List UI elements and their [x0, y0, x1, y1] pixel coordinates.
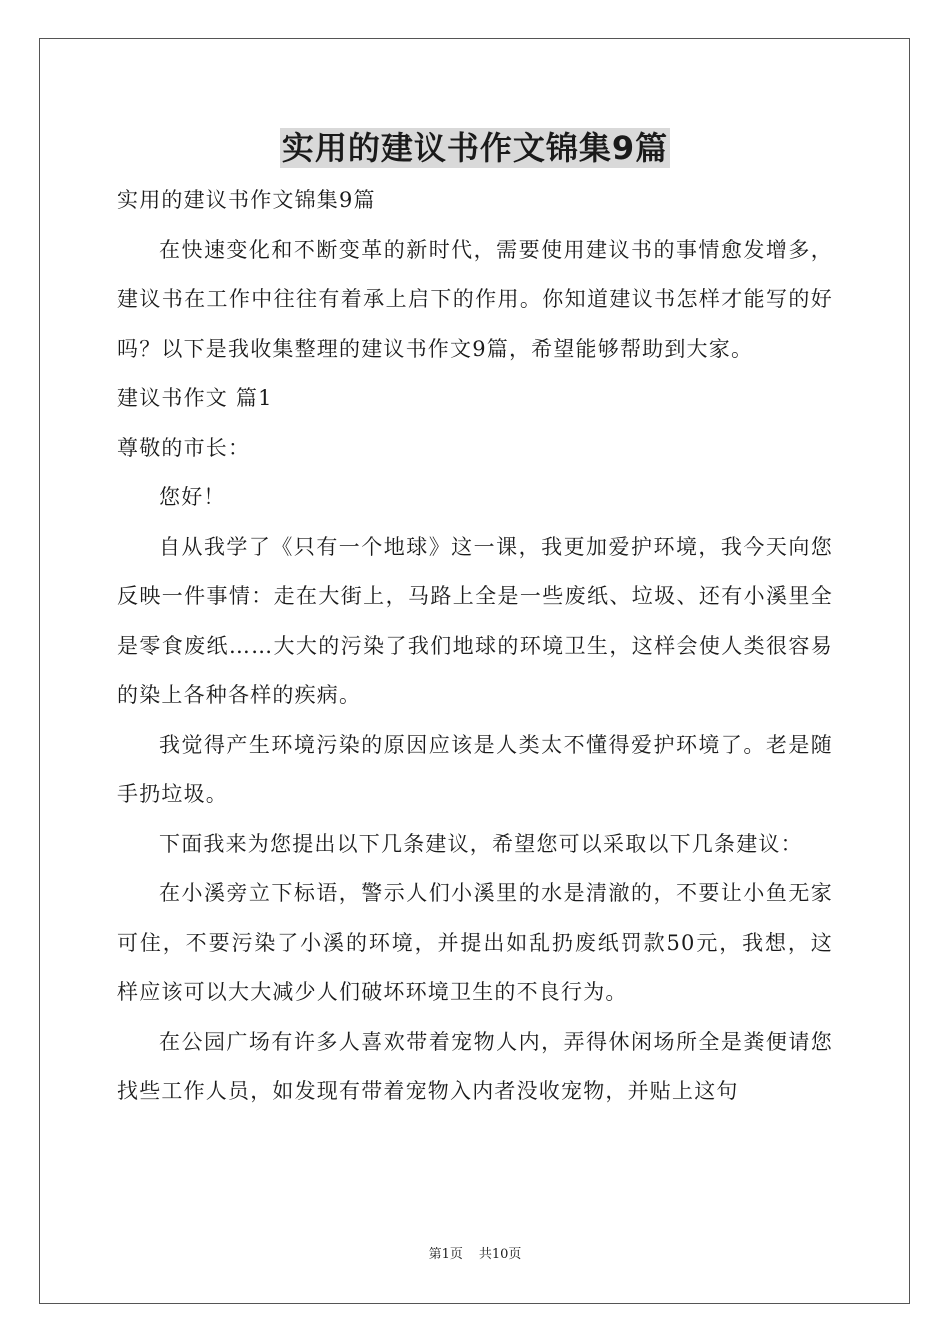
- page-footer: [0, 1246, 950, 1264]
- document-title: [0, 128, 950, 168]
- section-heading: 建议书作文 篇1: [117, 386, 273, 410]
- paragraph-subtitle: 实用的建议书作文锦集9篇: [117, 188, 376, 212]
- paragraph-intro: 在快速变化和不断变革的新时代，需要使用建议书的事情愈发增多，建议书在工作中往往有着承上启下的作用。你知道建议书怎样才能写的好吗？以下是我收集整理的建议书作文9篇，希望能够帮助到大家。: [117, 237, 833, 361]
- paragraph-body: 下面我来为您提出以下几条建议，希望您可以采取以下几条建议：: [159, 831, 803, 856]
- document-body: [117, 176, 833, 1117]
- paragraph-body: 在小溪旁立下标语，警示人们小溪里的水是清澈的，不要让小鱼无家可住，不要污染了小溪的环境，并提出如乱扔废纸罚款50元，我想，这样应该可以大大减少人们破坏环境卫生的不良行为。: [117, 881, 833, 1004]
- page-total: 共10页: [478, 1247, 522, 1262]
- paragraph-body: 在公园广场有许多人喜欢带着宠物人内，弄得休闲场所全是粪便请您找些工作人员，如发现有带着宠物入内者没收宠物，并贴上这句: [117, 1029, 833, 1103]
- greeting: 您好！: [159, 485, 226, 509]
- document-title-text: 实用的建议书作文锦集9篇: [281, 129, 669, 167]
- paragraph-body: 自从我学了《只有一个地球》这一课，我更加爱护环境，我今天向您反映一件事情：走在大街上，马路上全是一些废纸、垃圾、还有小溪里全是零食废纸……大大的污染了我们地球的环境卫生，这样会使人类很容易的染上各种各样的疾病。: [117, 534, 833, 707]
- paragraph-body: 我觉得产生环境污染的原因应该是人类太不懂得爱护环境了。老是随手扔垃圾。: [117, 732, 833, 806]
- salutation: 尊敬的市长：: [117, 435, 251, 460]
- page-number: 第1页: [428, 1247, 463, 1262]
